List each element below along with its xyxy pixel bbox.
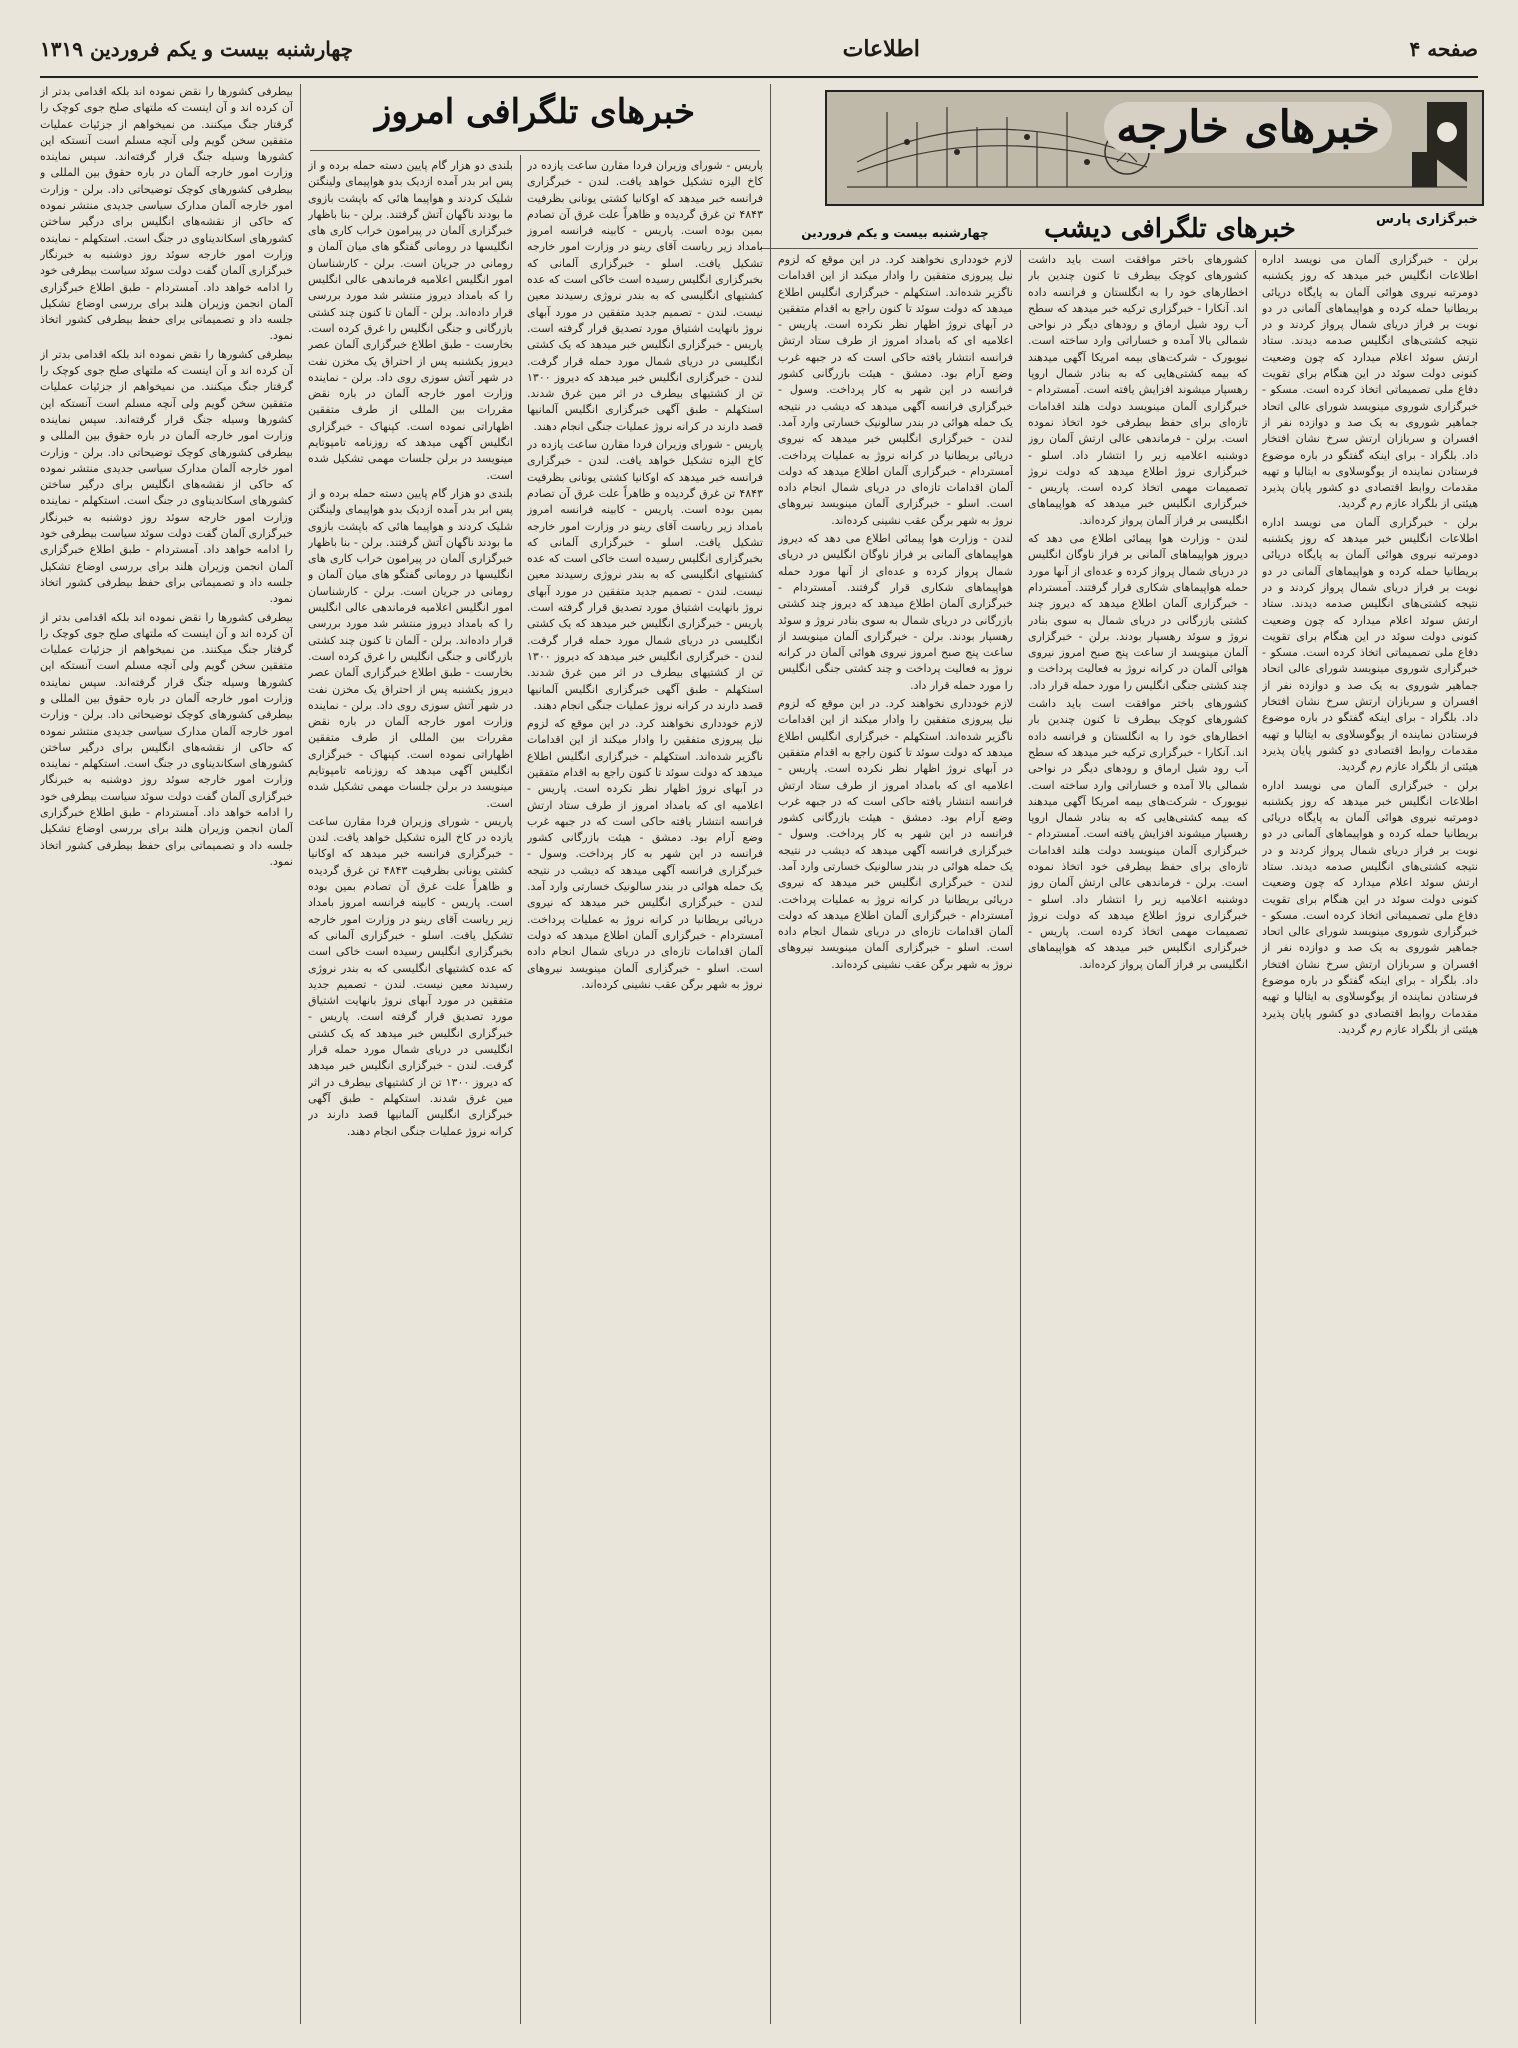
- header-rule: [40, 76, 1478, 78]
- banner-title: خبرهای خارجه: [1104, 102, 1392, 153]
- section1-date: چهارشنبه بیست و یکم فروردین: [801, 226, 989, 240]
- article-column-6: [40, 84, 293, 2024]
- column-divider: [1020, 250, 1021, 2024]
- article-column-3: [778, 252, 1013, 2024]
- column-text: برلن - خبرگزاری آلمان می نویسد اداره اطلاعات انگلیس خبر میدهد که روز یکشنبه دومرتبه نیروی هوائی آلمان به پایگاه دریائی بریطانیا حمله کرده و هواپیماهای آلمانی در دو نوبت بر فراز دریای شمال پرواز کردند و در نتیجه کشتی‌های انگلیس صدمه دیدند. ستاد ارتش سوئد اعلام میدارد که چون وضعیت کنونی دولت سوئد در این هنگام برای تقویت دفاع ملی تصمیماتی اتخاذ کرده است. مسکو - خبرگزاری شوروی مینویسد شورای عالی اتحاد جماهیر شوروی به یک صد و دوازده نفر از افسران و سربازان ارتش سرخ نشان افتخار داد. بلگراد - برای اینکه گفتگو در باره موضوع فرستادن نماینده از یوگوسلاوی به ایتالیا و تهیه مقدمات روابط اقتصادی دو کشور پایان پذیرد هیئتی از بلگراد عازم رم گردید.: [1262, 253, 1478, 511]
- column-divider: [520, 155, 521, 2024]
- column-text-continued: بلندی دو هزار گام پایین دسته حمله برده و از پس ابر بدر آمده ازدیک بدو هواپیمای ولینگتن شلیک کردند و هواپیما هائی که باپشت بازوی ما بودند ناگهان آتش گرفتند. برلن - بنا باظهار خبرگزاری آلمان در پیرامون خراب کاری های انگلیسها در رومانی گفتگو های میان آلمان و رومانی در جریان است. برلن - کارشناسان امور انگلیس اعلامیه فرماندهی عالی انگلیس را که بامداد دیروز منتشر شد مورد بررسی قرار داده‌اند. برلن - آلمان تا کنون چند کشتی بازرگانی و جنگی انگلیس را غرق کرده است. بخارست - طبق اطلاع خبرگزاری آلمان عصر دیروز یکشنبه پس از احتراق یک مخزن نفت در شهر آتش سوزی روی داد. برلن - نماینده وزارت امور خارجه آلمان در باره نقض مقررات بین المللی از طرف متفقین اظهاراتی نموده است. کپنهاک - خبرگزاری انگلیس آگهی میدهد که روزنامه تامپوتایم مینویسد در برلن جلسات مهمی تشکیل شده است.: [308, 486, 513, 810]
- column-text: کشورهای باختر موافقت است باید داشت کشورهای کوچک بیطرف تا کنون چندین بار اخطارهای خود را به انگلستان و فرانسه داده اند. آنکارا - خبرگزاری ترکیه خبر میدهد که سطح آب رود شیل ارماق و رودهای دیگر در نواحی شمالی بالا آمده و خساراتی وارد ساخته است. نیویورک - شرکت‌های بیمه امریکا آگهی میدهند که بیمه کشتی‌هایی که به بنادر شمال اروپا رهسپار میشوند افزایش یافته است. آمستردام - خبرگزاری آلمان مینویسد دولت هلند اقدامات تازه‌ای برای حفظ بیطرفی خود اتخاذ نموده است. برلن - فرماندهی عالی ارتش آلمان روز دوشنبه اعلامیه زیر را انتشار داد. اسلو - خبرگزاری نروژ اطلاع میدهد که دولت نروژ تصمیمات مهمی اتخاذ کرده است. پاریس - خبرگزاری انگلیس خبر میدهد که هواپیماهای انگلیسی بر فراز آلمان پرواز کرده‌اند.: [1028, 253, 1248, 527]
- column-text-continued: لندن - وزارت هوا پیمائی اطلاع می دهد که دیروز هواپیماهای آلمانی بر فراز ناوگان انگلیس در دریای شمال پرواز کرده و عده‌ای از آنها مورد حمله هواپیماهای شکاری قرار گرفتند. آمستردام - خبرگزاری آلمان اطلاع میدهد که دیروز چند کشتی بازرگانی در دریای شمال به سوی بنادر نروژ و سوئد رهسپار بودند. برلن - خبرگزاری آلمان مینویسد از ساعت پنج صبح امروز نیروی هوائی آلمان در کرانه نروژ به فعالیت پرداخت و چند کشتی جنگی انگلیس را مورد حمله قرار داد.: [1028, 532, 1248, 692]
- article-column-1: [1262, 252, 1478, 2024]
- column-divider: [1255, 250, 1256, 2024]
- column-text-continued: لازم خودداری نخواهند کرد. در این موقع که لزوم نیل پیروزی متفقین را وادار میکند از این اقدامات ناگزیر شده‌اند. استکهلم - خبرگزاری انگلیس اطلاع میدهد که دولت سوئد تا کنون راجع به اقدام متفقین در آبهای نروژ اظهار نظر نکرده است. پاریس - اعلامیه ای که بامداد امروز از طرف ستاد ارتش فرانسه انتشار یافته حاکی است که در جبهه غرب وضع آرام بود. دمشق - هیئت بازرگانی کشور فرانسه در این شهر به کار پرداخت. وسول - خبرگزاری فرانسه آگهی میدهد که دیشب در نتیجه یک حمله هوائی در بندر سالونیک خسارتی وارد آمد. لندن - خبرگزاری انگلیس خبر میدهد که نیروی دریائی بریطانیا در کرانه نروژ به عملیات پرداخت. آمستردام - خبرگزاری آلمان اطلاع میدهد که دولت آلمان اقدامات تازه‌ای در دریای شمال انجام داده است. اسلو - خبرگزاری آلمان مینویسد نیروهای نروژ به شهر برگن عقب نشینی کرده‌اند.: [527, 717, 763, 991]
- agency-name: خبرگزاری پارس: [1376, 212, 1478, 227]
- article-column-2: [1028, 252, 1248, 2024]
- section1-rule: [760, 248, 1478, 249]
- column-text-continued: کشورهای باختر موافقت است باید داشت کشورهای کوچک بیطرف تا کنون چندین بار اخطارهای خود را به انگلستان و فرانسه داده اند. آنکارا - خبرگزاری ترکیه خبر میدهد که سطح آب رود شیل ارماق و رودهای دیگر در نواحی شمالی بالا آمده و خساراتی وارد ساخته است. نیویورک - شرکت‌های بیمه امریکا آگهی میدهند که بیمه کشتی‌هایی که به بنادر شمال اروپا رهسپار میشوند افزایش یافته است. آمستردام - خبرگزاری آلمان مینویسد دولت هلند اقدامات تازه‌ای برای حفظ بیطرفی خود اتخاذ نموده است. برلن - فرماندهی عالی ارتش آلمان روز دوشنبه اعلامیه زیر را انتشار داد. اسلو - خبرگزاری نروژ اطلاع میدهد که دولت نروژ تصمیمات مهمی اتخاذ کرده است. پاریس - خبرگزاری انگلیس خبر میدهد که هواپیماهای انگلیسی بر فراز آلمان پرواز کرده‌اند.: [1028, 697, 1248, 971]
- article-column-4: [527, 158, 763, 2024]
- column-text: بلندی دو هزار گام پایین دسته حمله برده و از پس ابر بدر آمده ازدیک بدو هواپیمای ولینگتن شلیک کردند و هواپیما هائی که باپشت بازوی ما بودند ناگهان آتش گرفتند. برلن - بنا باظهار خبرگزاری آلمان در پیرامون خراب کاری های انگلیسها در رومانی گفتگو های میان آلمان و رومانی در جریان است. برلن - کارشناسان امور انگلیس اعلامیه فرماندهی عالی انگلیس را که بامداد دیروز منتشر شد مورد بررسی قرار داده‌اند. برلن - آلمان تا کنون چند کشتی بازرگانی و جنگی انگلیس را غرق کرده است. بخارست - طبق اطلاع خبرگزاری آلمان عصر دیروز یکشنبه پس از احتراق یک مخزن نفت در شهر آتش سوزی روی داد. برلن - نماینده وزارت امور خارجه آلمان در باره نقض مقررات بین المللی از طرف متفقین اظهاراتی نموده است. کپنهاک - خبرگزاری انگلیس آگهی میدهد که روزنامه تامپوتایم مینویسد در برلن جلسات مهمی تشکیل شده است.: [308, 159, 513, 482]
- column-text-continued: پاریس - شورای وزیران فردا مقارن ساعت یازده در کاخ الیزه تشکیل خواهد یافت. لندن - خبرگزاری فرانسه خبر میدهد که اوکانیا کشتی یونانی بظرفیت ۴۸۴۳ تن غرق گردیده و ظاهراً علت غرق آن تصادم بمین بوده است. پاریس - کابینه فرانسه امروز بامداد زیر ریاست آقای رینو در وزارت امور خارجه تشکیل یافت. اسلو - خبرگزاری آلمانی که بخبرگزاری انگلیس رسیده است خاکی است که عده کشتیهای انگلیسی که به بندر نروژی رسیدند معین نیست. لندن - تصمیم جدید متفقین در مورد آبهای نروژ بانهایت اشتیاق مورد تصدیق قرار گرفته است. پاریس - خبرگزاری انگلیس خبر میدهد که یک کشتی انگلیسی در دریای شمال مورد حمله قرار گرفت. لندن - خبرگزاری انگلیس خبر میدهد که دیروز ۱۳۰۰ تن از کشتیهای بیطرف در اثر مین غرق شدند. استکهلم - طبق آگهی خبرگزاری انگلیس آلمانیها قصد دارند در کرانه نروژ عملیات جنگی انجام دهند.: [308, 814, 513, 1138]
- section2-title: خبرهای تلگرافی امروز: [374, 92, 696, 132]
- column-text-continued: پاریس - شورای وزیران فردا مقارن ساعت یازده در کاخ الیزه تشکیل خواهد یافت. لندن - خبرگزاری فرانسه خبر میدهد که اوکانیا کشتی یونانی بظرفیت ۴۸۴۳ تن غرق گردیده و ظاهراً علت غرق آن تصادم بمین بوده است. پاریس - کابینه فرانسه امروز بامداد زیر ریاست آقای رینو در وزارت امور خارجه تشکیل یافت. اسلو - خبرگزاری آلمانی که بخبرگزاری انگلیس رسیده است خاکی است که عده کشتیهای انگلیسی که به بندر نروژی رسیدند معین نیست. لندن - تصمیم جدید متفقین در مورد آبهای نروژ بانهایت اشتیاق مورد تصدیق قرار گرفته است. پاریس - خبرگزاری انگلیس خبر میدهد که یک کشتی انگلیسی در دریای شمال مورد حمله قرار گرفت. لندن - خبرگزاری انگلیس خبر میدهد که دیروز ۱۳۰۰ تن از کشتیهای بیطرف در اثر مین غرق شدند. استکهلم - طبق آگهی خبرگزاری انگلیس آلمانیها قصد دارند در کرانه نروژ عملیات جنگی انجام دهند.: [527, 438, 763, 712]
- column-text-continued: لندن - وزارت هوا پیمائی اطلاع می دهد که دیروز هواپیماهای آلمانی بر فراز ناوگان انگلیس در دریای شمال پرواز کرده و عده‌ای از آنها مورد حمله هواپیماهای شکاری قرار گرفتند. آمستردام - خبرگزاری آلمان اطلاع میدهد که دیروز چند کشتی بازرگانی در دریای شمال به سوی بنادر نروژ و سوئد رهسپار بودند. برلن - خبرگزاری آلمان مینویسد از ساعت پنج صبح امروز نیروی هوائی آلمان در کرانه نروژ به فعالیت پرداخت و چند کشتی جنگی انگلیس را مورد حمله قرار داد.: [778, 532, 1013, 692]
- issue-date: چهارشنبه بیست و یکم فروردین ۱۳۱۹: [40, 37, 353, 61]
- column-text-continued: برلن - خبرگزاری آلمان می نویسد اداره اطلاعات انگلیس خبر میدهد که روز یکشنبه دومرتبه نیروی هوائی آلمان به پایگاه دریائی بریطانیا حمله کرده و هواپیماهای آلمانی در دو نوبت بر فراز دریای شمال پرواز کردند و در نتیجه کشتی‌های انگلیس صدمه دیدند. ستاد ارتش سوئد اعلام میدارد که چون وضعیت کنونی دولت سوئد در این هنگام برای تقویت دفاع ملی تصمیماتی اتخاذ کرده است. مسکو - خبرگزاری شوروی مینویسد شورای عالی اتحاد جماهیر شوروی به یک صد و دوازده نفر از افسران و سربازان ارتش سرخ نشان افتخار داد. بلگراد - برای اینکه گفتگو در باره موضوع فرستادن نماینده از یوگوسلاوی به ایتالیا و تهیه مقدمات روابط اقتصادی دو کشور پایان پذیرد هیئتی از بلگراد عازم رم گردید.: [1262, 778, 1478, 1036]
- column-text-continued: برلن - خبرگزاری آلمان می نویسد اداره اطلاعات انگلیس خبر میدهد که روز یکشنبه دومرتبه نیروی هوائی آلمان به پایگاه دریائی بریطانیا حمله کرده و هواپیماهای آلمانی در دو نوبت بر فراز دریای شمال پرواز کردند و در نتیجه کشتی‌های انگلیس صدمه دیدند. ستاد ارتش سوئد اعلام میدارد که چون وضعیت کنونی دولت سوئد در این هنگام برای تقویت دفاع ملی تصمیماتی اتخاذ کرده است. مسکو - خبرگزاری شوروی مینویسد شورای عالی اتحاد جماهیر شوروی به یک صد و دوازده نفر از افسران و سربازان ارتش سرخ نشان افتخار داد. بلگراد - برای اینکه گفتگو در باره موضوع فرستادن نماینده از یوگوسلاوی به ایتالیا و تهیه مقدمات روابط اقتصادی دو کشور پایان پذیرد هیئتی از بلگراد عازم رم گردید.: [1262, 515, 1478, 774]
- column-divider: [300, 84, 301, 2024]
- article-column-5: [308, 158, 513, 2024]
- column-text-continued: بیطرفی کشورها را نقض نموده اند بلکه اقدامی بدتر از آن کرده اند و آن اینست که ملتهای صلح جوی کوچک را گرفتار جنگ میکنند. من نمیخواهم از جزئیات عملیات متفقین سخن گویم ولی آنچه مسلم است آنستکه این کشورها وسیله جنگ قرار گرفته‌اند. سپس نماینده وزارت امور خارجه آلمان در باره حقوق بین المللی و بیطرفی کشورهای کوچک توضیحاتی داد. برلن - وزارت امور خارجه آلمان مدارک سیاسی جدیدی منتشر نموده که حاکی از نقشه‌های انگلیس برای درگیر ساختن کشورهای اسکاندیناوی در جنگ است. استکهلم - نماینده وزارت امور خارجه سوئد روز دوشنبه به خبرنگار خبرگزاری آلمان گفت دولت سوئد سیاست بیطرفی خود را ادامه خواهد داد. آمستردام - طبق اطلاع خبرگزاری آلمان انجمن وزیران هلند برای بررسی اوضاع تشکیل جلسه داد و تصمیماتی برای حفظ بیطرفی کشور اتخاذ نمود.: [40, 610, 293, 868]
- column-text-continued: بیطرفی کشورها را نقض نموده اند بلکه اقدامی بدتر از آن کرده اند و آن اینست که ملتهای صلح جوی کوچک را گرفتار جنگ میکنند. من نمیخواهم از جزئیات عملیات متفقین سخن گویم ولی آنچه مسلم است آنستکه این کشورها وسیله جنگ قرار گرفته‌اند. سپس نماینده وزارت امور خارجه آلمان در باره حقوق بین المللی و بیطرفی کشورهای کوچک توضیحاتی داد. برلن - وزارت امور خارجه آلمان مدارک سیاسی جدیدی منتشر نموده که حاکی از نقشه‌های انگلیس برای درگیر ساختن کشورهای اسکاندیناوی در جنگ است. استکهلم - نماینده وزارت امور خارجه سوئد روز دوشنبه به خبرنگار خبرگزاری آلمان گفت دولت سوئد سیاست بیطرفی خود را ادامه خواهد داد. آمستردام - طبق اطلاع خبرگزاری آلمان انجمن وزیران هلند برای بررسی اوضاع تشکیل جلسه داد و تصمیماتی برای حفظ بیطرفی کشور اتخاذ نمود.: [40, 347, 293, 606]
- foreign-news-banner: [825, 90, 1484, 206]
- column-text: بیطرفی کشورها را نقض نموده اند بلکه اقدامی بدتر از آن کرده اند و آن اینست که ملتهای صلح جوی کوچک را گرفتار جنگ میکنند. من نمیخواهم از جزئیات عملیات متفقین سخن گویم ولی آنچه مسلم است آنستکه این کشورها وسیله جنگ قرار گرفته‌اند. سپس نماینده وزارت امور خارجه آلمان در باره حقوق بین المللی و بیطرفی کشورهای کوچک توضیحاتی داد. برلن - وزارت امور خارجه آلمان مدارک سیاسی جدیدی منتشر نموده که حاکی از نقشه‌های انگلیس برای درگیر ساختن کشورهای اسکاندیناوی در جنگ است. استکهلم - نماینده وزارت امور خارجه سوئد روز دوشنبه به خبرنگار خبرگزاری آلمان گفت دولت سوئد سیاست بیطرفی خود را ادامه خواهد داد. آمستردام - طبق اطلاع خبرگزاری آلمان انجمن وزیران هلند برای بررسی اوضاع تشکیل جلسه داد و تصمیماتی برای حفظ بیطرفی کشور اتخاذ نمود.: [40, 85, 293, 343]
- section1-title: خبرهای تلگرافی دیشب: [1044, 214, 1296, 244]
- column-text-continued: لازم خودداری نخواهند کرد. در این موقع که لزوم نیل پیروزی متفقین را وادار میکند از این اقدامات ناگزیر شده‌اند. استکهلم - خبرگزاری انگلیس اطلاع میدهد که دولت سوئد تا کنون راجع به اقدام متفقین در آبهای نروژ اظهار نظر نکرده است. پاریس - اعلامیه ای که بامداد امروز از طرف ستاد ارتش فرانسه انتشار یافته حاکی است که در جبهه غرب وضع آرام بود. دمشق - هیئت بازرگانی کشور فرانسه در این شهر به کار پرداخت. وسول - خبرگزاری فرانسه آگهی میدهد که دیشب در نتیجه یک حمله هوائی در بندر سالونیک خسارتی وارد آمد. لندن - خبرگزاری انگلیس خبر میدهد که نیروی دریائی بریطانیا در کرانه نروژ به عملیات پرداخت. آمستردام - خبرگزاری آلمان اطلاع میدهد که دولت آلمان اقدامات تازه‌ای در دریای شمال انجام داده است. اسلو - خبرگزاری آلمان مینویسد نیروهای نروژ به شهر برگن عقب نشینی کرده‌اند.: [778, 697, 1013, 971]
- column-divider: [770, 84, 771, 2024]
- column-text: لازم خودداری نخواهند کرد. در این موقع که لزوم نیل پیروزی متفقین را وادار میکند از این اقدامات ناگزیر شده‌اند. استکهلم - خبرگزاری انگلیس اطلاع میدهد که دولت سوئد تا کنون راجع به اقدام متفقین در آبهای نروژ اظهار نظر نکرده است. پاریس - اعلامیه ای که بامداد امروز از طرف ستاد ارتش فرانسه انتشار یافته حاکی است که در جبهه غرب وضع آرام بود. دمشق - هیئت بازرگانی کشور فرانسه در این شهر به کار پرداخت. وسول - خبرگزاری فرانسه آگهی میدهد که دیشب در نتیجه یک حمله هوائی در بندر سالونیک خسارتی وارد آمد. لندن - خبرگزاری انگلیس خبر میدهد که نیروی دریائی بریطانیا در کرانه نروژ به عملیات پرداخت. آمستردام - خبرگزاری آلمان اطلاع میدهد که دولت آلمان اقدامات تازه‌ای در دریای شمال انجام داده است. اسلو - خبرگزاری آلمان مینویسد نیروهای نروژ به شهر برگن عقب نشینی کرده‌اند.: [778, 253, 1013, 527]
- page-number: صفحه ۴: [1409, 37, 1478, 61]
- paper-name: اطلاعات: [842, 36, 920, 62]
- page-header: [0, 24, 1518, 74]
- column-text: پاریس - شورای وزیران فردا مقارن ساعت یازده در کاخ الیزه تشکیل خواهد یافت. لندن - خبرگزاری فرانسه خبر میدهد که اوکانیا کشتی یونانی بظرفیت ۴۸۴۳ تن غرق گردیده و ظاهراً علت غرق آن تصادم بمین بوده است. پاریس - کابینه فرانسه امروز بامداد زیر ریاست آقای رینو در وزارت امور خارجه تشکیل یافت. اسلو - خبرگزاری آلمانی که بخبرگزاری انگلیس رسیده است خاکی است که عده کشتیهای انگلیسی که به بندر نروژی رسیدند معین نیست. لندن - تصمیم جدید متفقین در مورد آبهای نروژ بانهایت اشتیاق مورد تصدیق قرار گرفته است. پاریس - خبرگزاری انگلیس خبر میدهد که یک کشتی انگلیسی در دریای شمال مورد حمله قرار گرفت. لندن - خبرگزاری انگلیس خبر میدهد که دیروز ۱۳۰۰ تن از کشتیهای بیطرف در اثر مین غرق شدند. استکهلم - طبق آگهی خبرگزاری انگلیس آلمانیها قصد دارند در کرانه نروژ عملیات جنگی انجام دهند.: [527, 159, 763, 433]
- section2-rule: [310, 150, 760, 151]
